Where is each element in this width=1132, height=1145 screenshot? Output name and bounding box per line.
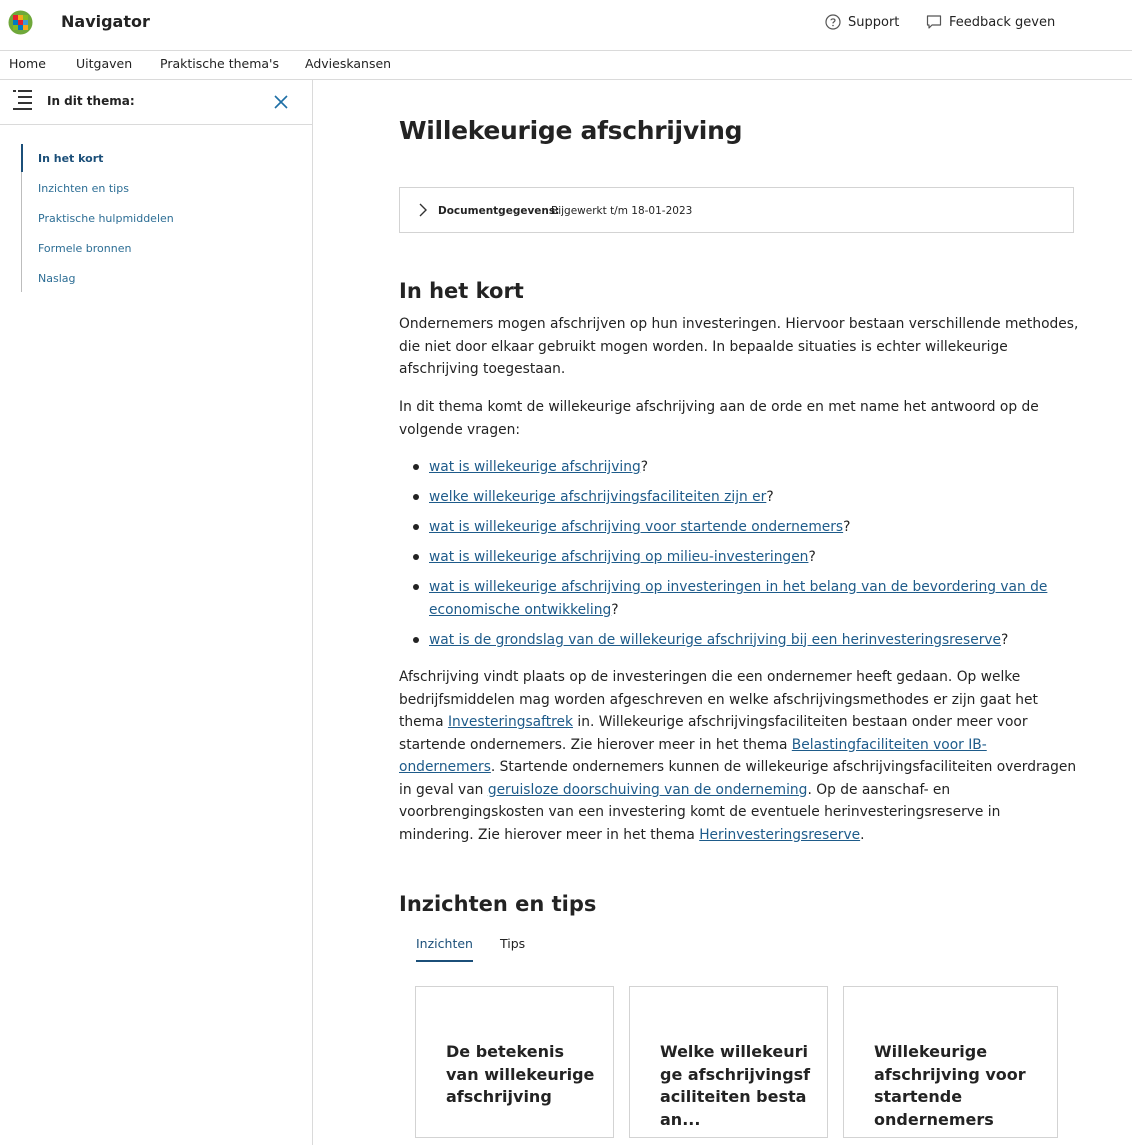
list-item bbox=[399, 629, 1079, 652]
list-item bbox=[399, 576, 1079, 621]
sidebar-item-praktische-hulpmiddelen[interactable]: Praktische hulpmiddelen bbox=[38, 212, 174, 225]
text-segment: . Op de aanschaf- en voorbrengingskosten van een investering komt de eventuele herinvesteringsreserve in mindering. Zie hierover meer in het thema bbox=[399, 781, 1001, 843]
toc-menu-icon[interactable] bbox=[13, 89, 33, 111]
document-details-label: Documentgegevens: bbox=[438, 205, 560, 217]
feedback-label: Feedback geven bbox=[949, 14, 1056, 30]
app-title[interactable]: Navigator bbox=[61, 12, 150, 31]
active-indicator bbox=[21, 144, 23, 172]
wolters-kluwer-logo-icon[interactable] bbox=[8, 10, 33, 35]
sidebar bbox=[0, 80, 313, 1145]
question-mark: ? bbox=[766, 489, 774, 505]
support-label: Support bbox=[848, 14, 900, 30]
text-segment: . bbox=[860, 826, 865, 843]
question-mark: ? bbox=[808, 549, 816, 565]
intro-paragraph: Ondernemers mogen afschrijven op hun investeringen. Hiervoor bestaan verschillende methodes, die niet door elkaar gebruikt mogen worden. In bepaalde situaties is echter willekeurige afschrijving toegestaan. bbox=[399, 316, 1079, 377]
chevron-right-icon bbox=[418, 203, 428, 217]
text-segment: . Startende ondernemers kunnen de willekeurige afschrijvingsfaciliteiten overdragen in geval van bbox=[399, 759, 1077, 798]
list-item bbox=[399, 486, 1079, 509]
sidebar-item-inzichten-en-tips[interactable]: Inzichten en tips bbox=[38, 182, 129, 195]
link-herinvesteringsreserve[interactable]: Herinvesteringsreserve bbox=[699, 826, 861, 843]
question-link[interactable]: wat is de grondslag van de willekeurige afschrijving bij een herinvesteringsreserve bbox=[429, 631, 1002, 648]
nav-item-praktische-themas[interactable]: Praktische thema's bbox=[160, 56, 280, 71]
card-title: Welke willekeurige afschrijvingsfaciliteiten bestaan... bbox=[660, 1042, 811, 1129]
question-mark: ? bbox=[843, 519, 851, 535]
link-investeringsaftrek[interactable]: Investeringsaftrek bbox=[447, 714, 574, 730]
question-mark: ? bbox=[1001, 631, 1009, 648]
speech-bubble-icon bbox=[926, 14, 942, 30]
section-heading-in-het-kort: In het kort bbox=[399, 279, 524, 303]
link-belastingfaciliteiten[interactable]: Belastingfaciliteiten voor IB-ondernemers bbox=[399, 736, 987, 775]
feedback-link[interactable] bbox=[926, 14, 1055, 30]
body-paragraph bbox=[399, 666, 1079, 846]
nav-item-home[interactable]: Home bbox=[9, 56, 46, 71]
sidebar-header bbox=[0, 80, 312, 125]
card-title: De betekenis van willekeurige afschrijving bbox=[446, 1042, 595, 1106]
list-item bbox=[399, 456, 1079, 479]
insight-card[interactable] bbox=[629, 986, 828, 1138]
list-item bbox=[399, 546, 1079, 569]
support-link[interactable] bbox=[825, 14, 899, 30]
insight-card[interactable] bbox=[415, 986, 614, 1138]
link-geruisloze-doorschuiving[interactable]: geruisloze doorschuiving van de onderneming bbox=[487, 781, 808, 798]
card-title: Willekeurige afschrijving voor startende ondernemers bbox=[874, 1042, 1026, 1129]
tab-tips[interactable]: Tips bbox=[500, 936, 526, 951]
section-heading-inzichten-en-tips: Inzichten en tips bbox=[399, 892, 597, 916]
main-navigation bbox=[0, 51, 1132, 80]
page-title: Willekeurige afschrijving bbox=[399, 116, 743, 145]
list-item bbox=[399, 516, 1079, 539]
help-circle-icon bbox=[825, 14, 841, 30]
question-link[interactable]: welke willekeurige afschrijvingsfaciliteiten zijn er bbox=[429, 489, 767, 505]
nav-item-uitgaven[interactable]: Uitgaven bbox=[76, 56, 133, 71]
question-link[interactable]: wat is willekeurige afschrijving bbox=[429, 459, 641, 475]
question-link[interactable]: wat is willekeurige afschrijving op milieu-investeringen bbox=[429, 549, 809, 565]
document-details-toggle[interactable] bbox=[399, 187, 1074, 233]
question-mark: ? bbox=[611, 601, 619, 618]
close-icon[interactable] bbox=[273, 94, 289, 110]
main-content bbox=[313, 80, 1132, 1145]
tab-bar bbox=[416, 936, 556, 966]
question-mark: ? bbox=[640, 459, 649, 475]
text-segment: in. Willekeurige afschrijvingsfaciliteiten bestaan onder meer voor startende ondernemers. Zie hierover meer in het thema bbox=[399, 714, 1028, 753]
document-updated-value: Bijgewerkt t/m 18-01-2023 bbox=[551, 205, 693, 217]
nav-item-advieskansen[interactable]: Advieskansen bbox=[305, 56, 392, 71]
sidebar-toc bbox=[21, 144, 271, 292]
tab-inzichten[interactable]: Inzichten bbox=[416, 936, 473, 962]
app-header bbox=[0, 0, 1132, 51]
sidebar-title: In dit thema: bbox=[47, 94, 135, 108]
sidebar-item-formele-bronnen[interactable]: Formele bronnen bbox=[38, 242, 132, 255]
text-segment: Afschrijving vindt plaats op de investeringen die een ondernemer heeft gedaan. Op welke bedrijfsmiddelen mag worden afgeschreven en welke afschrijvingsmethodes er zijn gaat het thema bbox=[399, 669, 1038, 730]
insight-card[interactable] bbox=[843, 986, 1058, 1138]
sidebar-item-naslag[interactable]: Naslag bbox=[38, 272, 76, 285]
question-link[interactable]: wat is willekeurige afschrijving voor startende ondernemers bbox=[429, 519, 844, 535]
question-link[interactable]: wat is willekeurige afschrijving op investeringen in het belang van de bevordering van de economische ontwikkeling bbox=[429, 579, 1048, 618]
question-list bbox=[399, 456, 1079, 659]
questions-intro-paragraph: In dit thema komt de willekeurige afschrijving aan de orde en met name het antwoord op de volgende vragen: bbox=[399, 399, 1039, 438]
sidebar-item-in-het-kort[interactable]: In het kort bbox=[38, 152, 104, 165]
